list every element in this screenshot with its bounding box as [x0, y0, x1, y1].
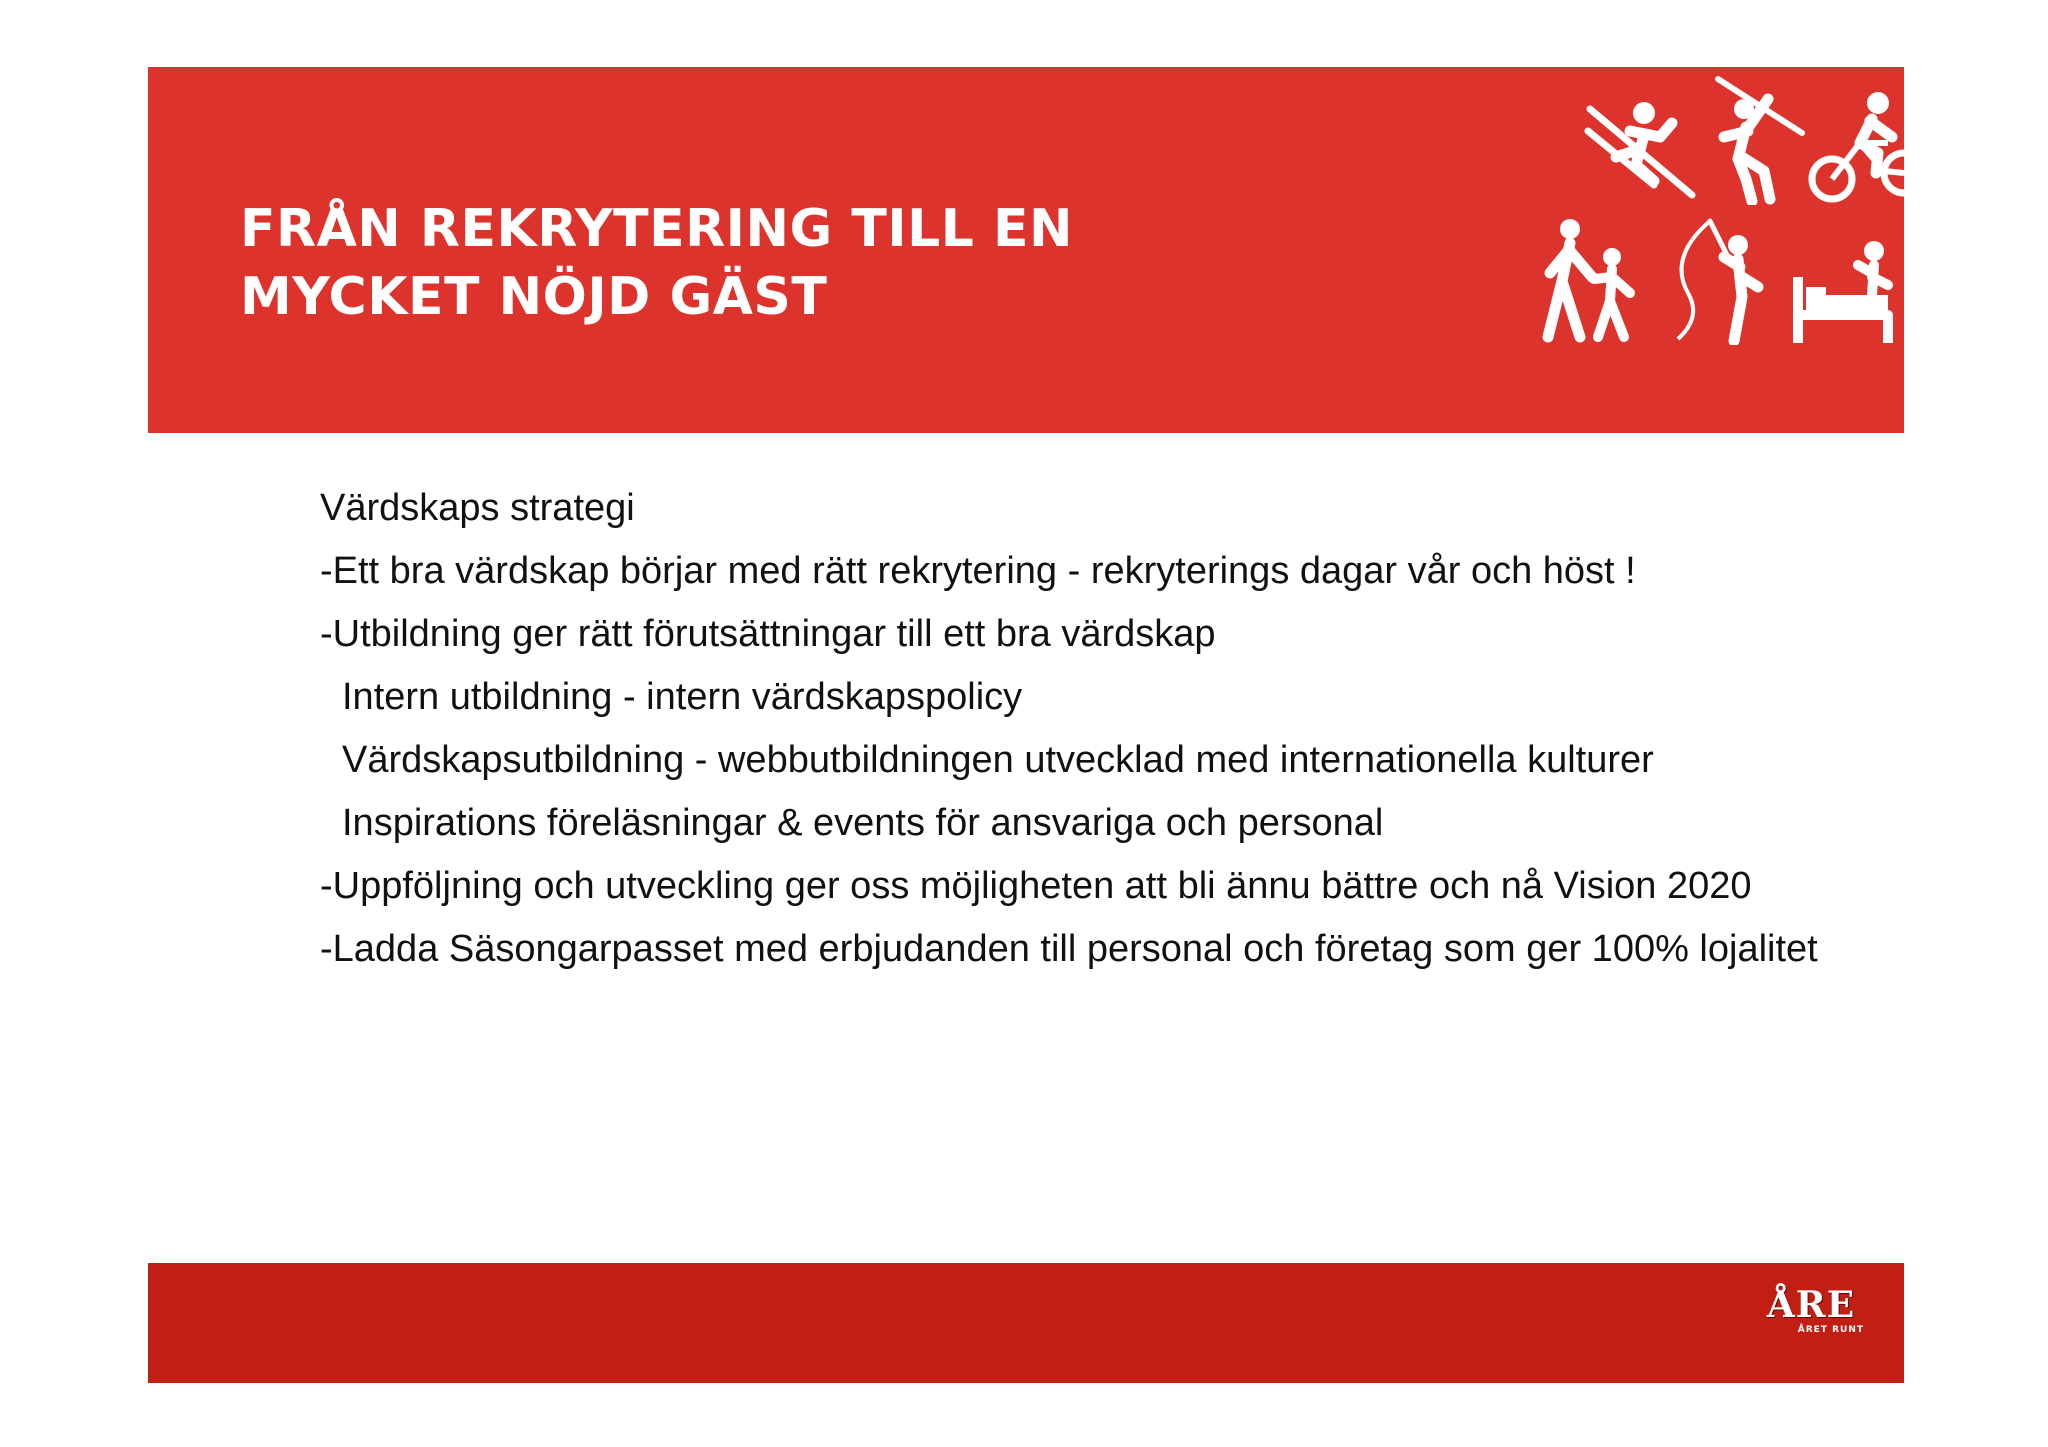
list-item: -Utbildning ger rätt förutsättningar till ett bra värdskap [320, 613, 1216, 655]
footer-banner [148, 1263, 1904, 1383]
cable-car-icon [1920, 217, 2040, 347]
family-walk-icon [1540, 217, 1640, 345]
cyclist-icon [1808, 87, 1928, 203]
list-item-heading: Värdskaps strategi [320, 487, 635, 529]
fishing-icon [1658, 217, 1768, 345]
slide-title [240, 195, 1073, 331]
list-sub-item: Intern utbildning - intern värdskapspolicy [342, 676, 1023, 718]
are-logo [1746, 1285, 1876, 1363]
skier-icon [1580, 87, 1700, 199]
list-sub-item: Inspirations föreläsningar & events för ansvariga och personal [342, 802, 1384, 844]
list-item: -Uppföljning och utveckling ger oss möjligheten att bli ännu bättre och nå Vision 2020 [320, 865, 1752, 907]
slide-title-line-1: FRÅN REKRYTERING TILL EN [240, 199, 1074, 259]
content-list [320, 482, 1840, 975]
climber-icon [1706, 75, 1806, 205]
list-item: -Ladda Säsongarpasset med erbjudanden till personal och företag som ger 100% lojalitet [320, 928, 1818, 970]
activity-icons [1380, 67, 1900, 433]
list-sub-item: Värdskapsutbildning - webbutbildningen utvecklad med internationella kulturer [342, 739, 1654, 781]
logo-sub-text: ÅRET RUNT [1797, 1325, 1864, 1335]
hotel-bed-icon [1788, 237, 1898, 347]
logo-main-text: ÅRE [1766, 1284, 1856, 1326]
dining-icon [1928, 107, 2048, 207]
slide-title-line-2: MYCKET NÖJD GÄST [240, 267, 828, 327]
header-banner [148, 67, 1904, 433]
list-item: -Ett bra värdskap börjar med rätt rekrytering - rekryterings dagar vår och höst ! [320, 550, 1636, 592]
